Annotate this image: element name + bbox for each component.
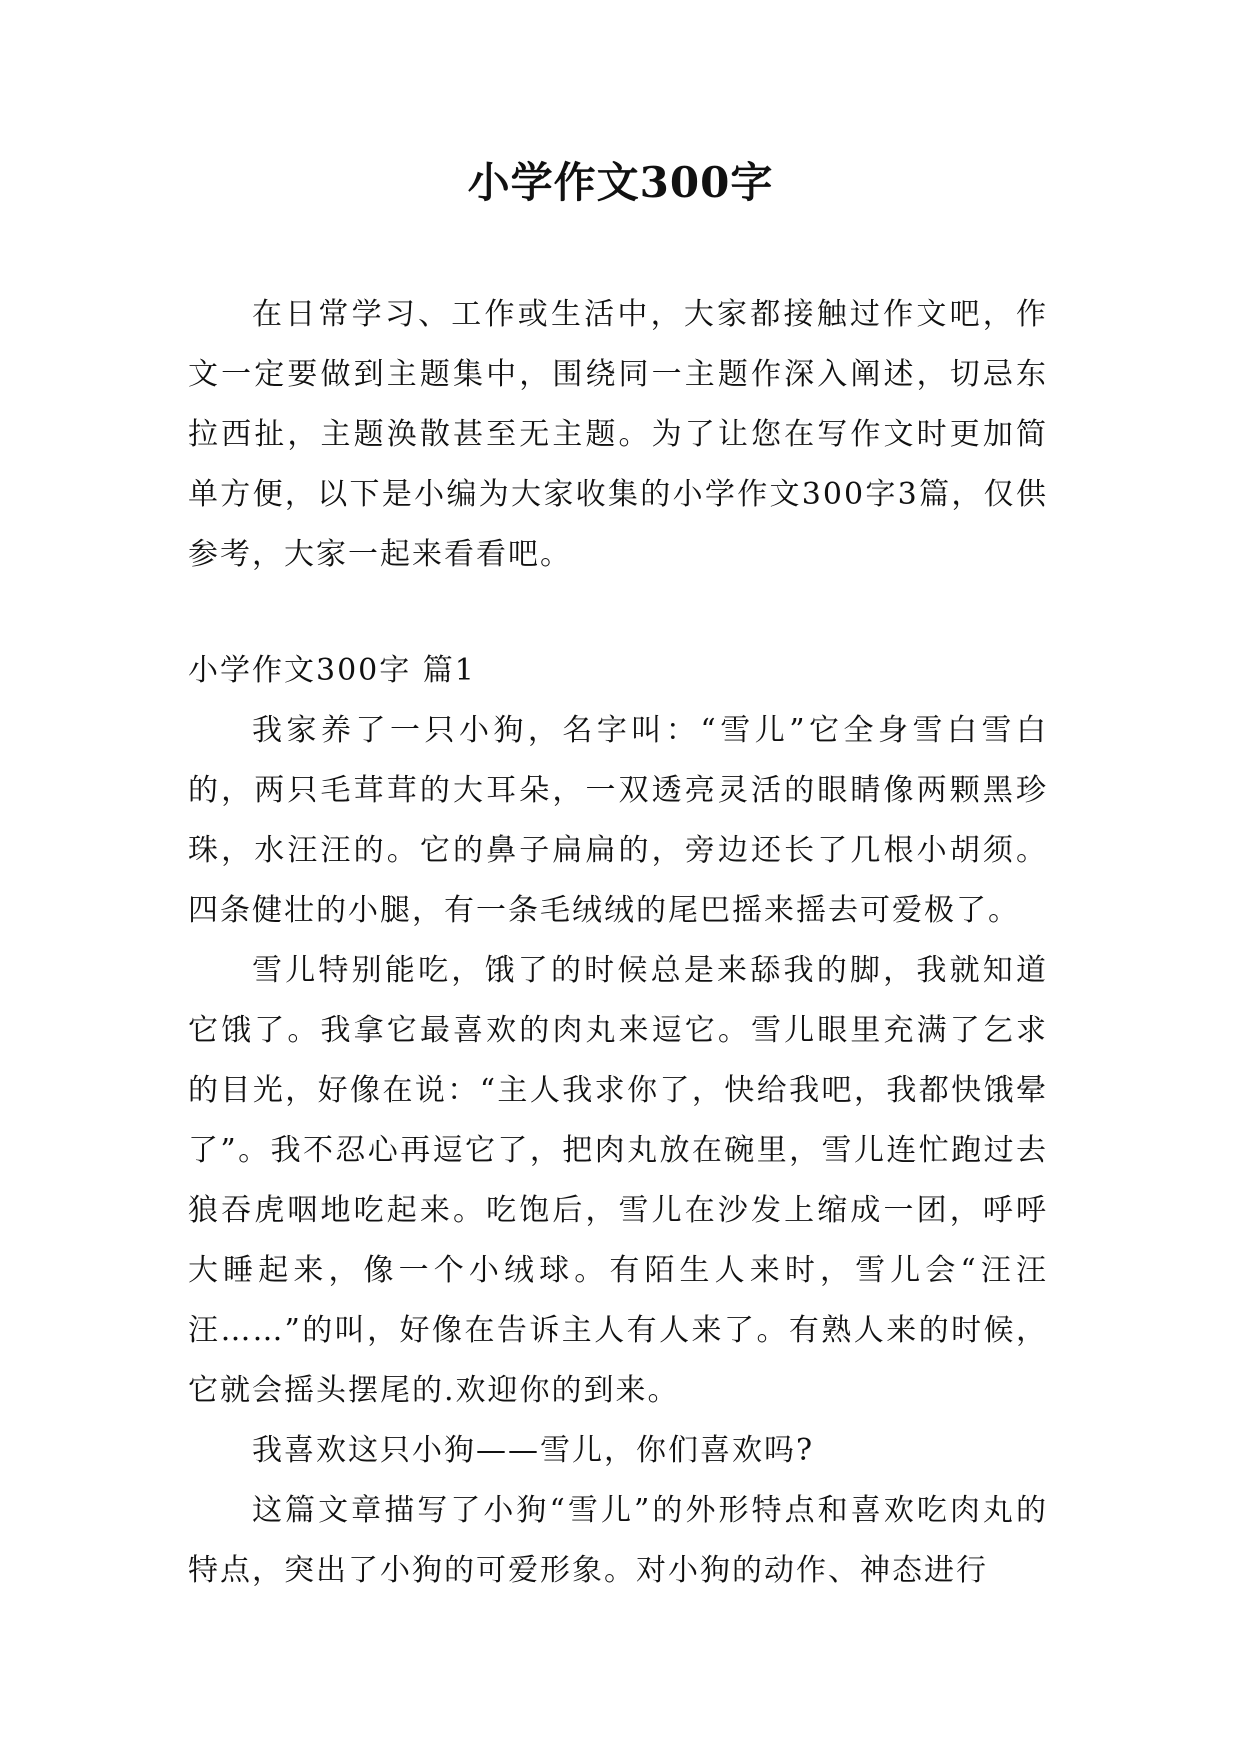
body-paragraph-3: 我喜欢这只小狗——雪儿，你们喜欢吗? [252, 1433, 815, 1468]
intro-paragraph: 在日常学习、工作或生活中，大家都接触过作文吧，作文一定要做到主题集中，围绕同一主题作深入阐述，切忌东拉西扯，主题涣散甚至无主题。为了让您在写作文时更加简单方便，以下是小编为大家收集的小学作文300字3篇，仅供参考，大家一起来看看吧。 [188, 297, 1048, 572]
document-body [188, 285, 1048, 1601]
document-title: 小学作文300字 [467, 158, 774, 207]
body-paragraph-2: 雪儿特别能吃，饿了的时候总是来舔我的脚，我就知道它饿了。我拿它最喜欢的肉丸来逗它。雪儿眼里充满了乞求的目光，好像在说：“主人我求你了，快给我吧，我都快饿晕了”。我不忍心再逗它了，把肉丸放在碗里，雪儿连忙跑过去狼吞虎咽地吃起来。吃饱后，雪儿在沙发上缩成一团，呼呼大睡起来，像一个小绒球。有陌生人来时，雪儿会“汪汪汪……”的叫，好像在告诉主人有人来了。有熟人来的时候，它就会摇头摆尾的.欢迎你的到来。 [188, 953, 1048, 1408]
section-heading: 小学作文300字 篇1 [188, 653, 476, 688]
body-paragraph-1: 我家养了一只小狗，名字叫：“雪儿”它全身雪白雪白的，两只毛茸茸的大耳朵，一双透亮灵活的眼睛像两颗黑珍珠，水汪汪的。它的鼻子扁扁的，旁边还长了几根小胡须。四条健壮的小腿，有一条毛绒绒的尾巴摇来摇去可爱极了。 [188, 713, 1048, 928]
body-paragraph-4: 这篇文章描写了小狗“雪儿”的外形特点和喜欢吃肉丸的特点，突出了小狗的可爱形象。对小狗的动作、神态进行 [188, 1493, 1048, 1588]
